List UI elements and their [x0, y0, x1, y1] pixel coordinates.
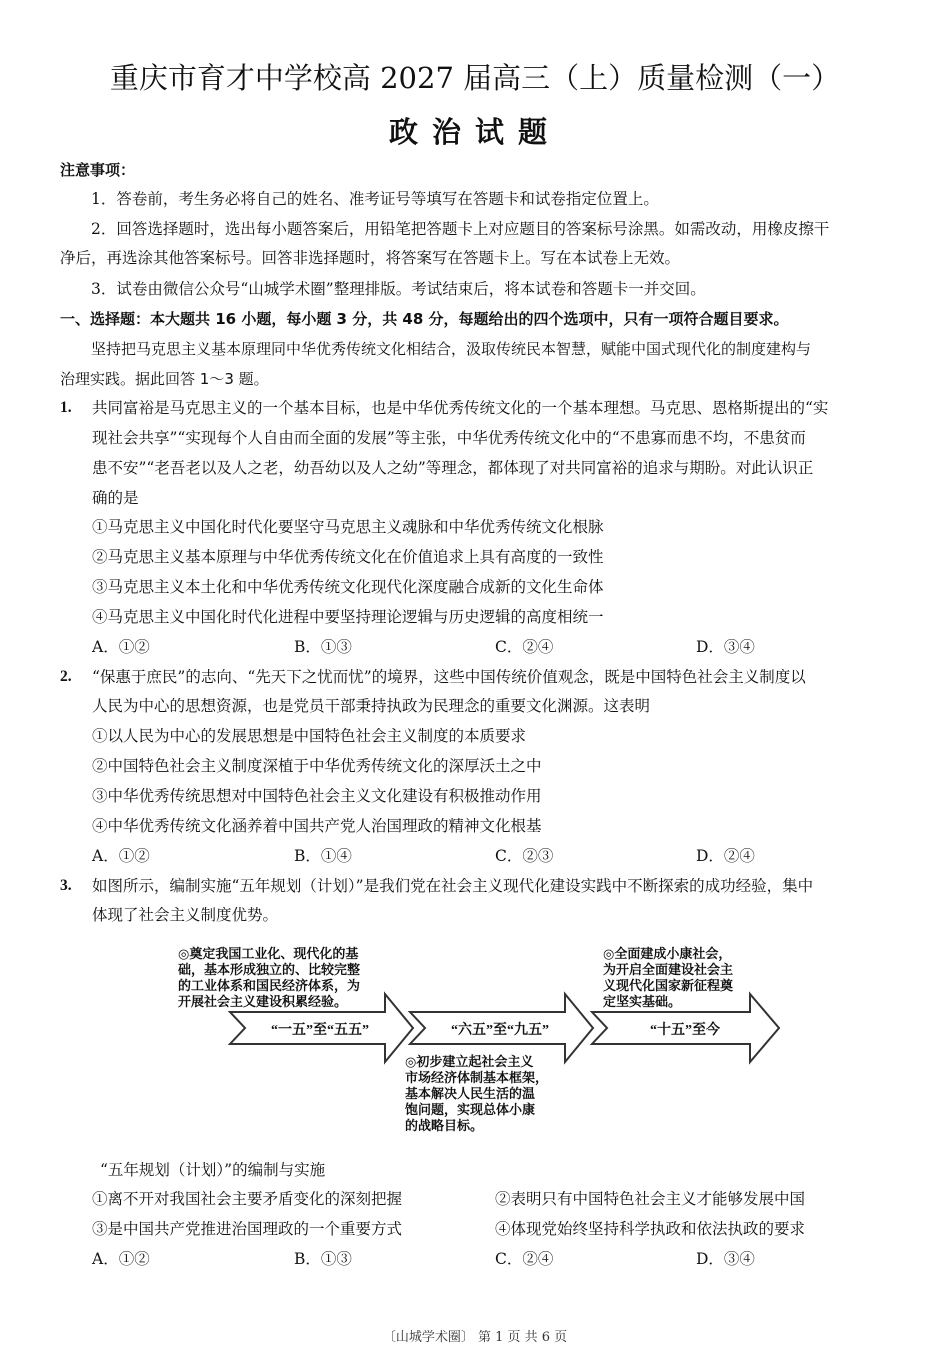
exam-title: 重庆市育才中学校高 2027 届高三（上）质量检测（一）: [109, 61, 841, 95]
question-2-statement-2: ②中国特色社会主义制度深植于中华优秀传统文化的深厚沃土之中: [92, 757, 542, 775]
notice-item-2: 2．回答选择题时，选出每小题答案后，用铅笔把答题卡上对应题目的答案标号涂黑。如需改动，用橡皮擦干: [91, 220, 830, 238]
question-2-stem-line-1: “保惠于庶民”的志向、“先天下之忧而忧”的境界，这些中国传统价值观念，既是中国特色社会主义制度以: [92, 668, 806, 686]
question-1-option-b[interactable]: B．①③: [294, 638, 352, 656]
notice-heading: 注意事项：: [60, 161, 136, 179]
diagram-note-3-line-4: 定坚实基础。: [603, 995, 682, 1010]
question-3-option-c[interactable]: C．②④: [495, 1250, 554, 1268]
question-3-option-b[interactable]: B．①③: [294, 1250, 352, 1268]
question-2-number: 2.: [60, 668, 72, 685]
question-1-option-c[interactable]: C．②④: [495, 638, 554, 656]
page-footer: 〔山城学术圈〕 第 1 页 共 6 页: [382, 1330, 568, 1345]
notice-item-2-cont: 净后，再选涂其他答案标号。回答非选择题时，将答案写在答题卡上。写在本试卷上无效。: [60, 249, 681, 267]
section-intro-line-1: 坚持把马克思主义基本原理同中华优秀传统文化相结合，汲取传统民本智慧，赋能中国式现代化的制度建构与: [91, 340, 812, 358]
diagram-note-2-line-3: 基本解决人民生活的温: [405, 1087, 536, 1102]
diagram-note-1-line-4: 开展社会主义建设积累经验。: [178, 995, 348, 1010]
question-1-statement-4: ④马克思主义中国化时代化进程中要坚持理论逻辑与历史逻辑的高度相统一: [92, 608, 604, 626]
question-3-statement-3: ③是中国共产党推进治国理政的一个重要方式: [92, 1220, 403, 1238]
diagram-note-3-line-3: 义现代化国家新征程奠: [603, 979, 734, 994]
arrow-label-3: “十五”至今: [650, 1023, 720, 1038]
question-1-stem-line-4: 确的是: [92, 489, 139, 507]
question-1-stem-line-2: 现社会共享”“实现每个人自由而全面的发展”等主张，中华优秀传统文化中的“不患寡而患不均，不患贫而: [92, 429, 806, 447]
diagram-note-2-line-2: 市场经济体制基本框架，: [405, 1071, 549, 1086]
question-3-statement-2: ②表明只有中国特色社会主义才能够发展中国: [495, 1190, 806, 1208]
diagram-note-3-line-2: 为开启全面建设社会主: [603, 963, 734, 978]
question-1-statement-1: ①马克思主义中国化时代化要坚守马克思主义魂脉和中华优秀传统文化根脉: [92, 518, 604, 536]
section-heading: 一、选择题：本大题共 16 小题，每小题 3 分，共 48 分，每题给出的四个选项中，只有一项符合题目要求。: [60, 310, 789, 328]
question-1-option-d[interactable]: D．③④: [696, 638, 755, 656]
question-1-option-a[interactable]: A．①②: [92, 638, 150, 656]
question-2-option-b[interactable]: B．①④: [294, 847, 352, 865]
diagram-note-1-line-3: 的工业体系和国民经济体系，为: [178, 979, 361, 994]
question-3-statement-4: ④体现党始终坚持科学执政和依法执政的要求: [495, 1220, 806, 1238]
exam-subject-title: 政治试题: [388, 115, 561, 149]
notice-item-3: 3．试卷由微信公众号“山城学术圈”整理排版。考试结束后，将本试卷和答题卡一并交回。: [91, 280, 706, 298]
section-intro-line-2: 治理实践。据此回答 1～3 题。: [60, 370, 269, 388]
question-1-statement-3: ③马克思主义本土化和中华优秀传统文化现代化深度融合成新的文化生命体: [92, 578, 604, 596]
notice-item-1: 1．答卷前，考生务必将自己的姓名、准考证号等填写在答题卡和试卷指定位置上。: [91, 190, 659, 208]
question-3-option-a[interactable]: A．①②: [92, 1250, 150, 1268]
diagram-note-1-line-2: 础，基本形成独立的、比较完整: [178, 963, 361, 978]
diagram-note-1-line-1: ◎奠定我国工业化、现代化的基: [178, 947, 359, 962]
diagram-note-2-line-1: ◎初步建立起社会主义: [405, 1055, 534, 1070]
question-3-stem-line-2: 体现了社会主义制度优势。: [92, 906, 279, 924]
question-3-number: 3.: [60, 877, 72, 894]
question-2-statement-3: ③中华优秀传统思想对中国特色社会主义文化建设有积极推动作用: [92, 787, 542, 805]
question-2-statement-1: ①以人民为中心的发展思想是中国特色社会主义制度的本质要求: [92, 727, 527, 745]
arrow-label-2: “六五”至“九五”: [451, 1023, 549, 1038]
question-2-option-d[interactable]: D．②④: [696, 847, 755, 865]
question-2-statement-4: ④中华优秀传统文化涵养着中国共产党人治国理政的精神文化根基: [92, 817, 542, 835]
arrow-label-1: “一五”至“五五”: [271, 1023, 369, 1038]
question-1-number: 1.: [60, 399, 72, 416]
question-1-statement-2: ②马克思主义基本原理与中华优秀传统文化在价值追求上具有高度的一致性: [92, 548, 604, 566]
question-3-statement-1: ①离不开对我国社会主要矛盾变化的深刻把握: [92, 1190, 403, 1208]
question-2-stem-line-2: 人民为中心的思想资源，也是党员干部秉持执政为民理念的重要文化渊源。这表明: [92, 697, 651, 715]
question-2-option-c[interactable]: C．②③: [495, 847, 554, 865]
question-2-option-a[interactable]: A．①②: [92, 847, 150, 865]
question-3-option-d[interactable]: D．③④: [696, 1250, 755, 1268]
five-year-plan-diagram: [175, 942, 785, 1142]
diagram-note-3-line-1: ◎全面建成小康社会，: [603, 947, 732, 962]
question-3-stem-line-1: 如图所示，编制实施“五年规划（计划）”是我们党在社会主义现代化建设实践中不断探索的成功经验，集中: [92, 877, 814, 895]
diagram-note-2-line-5: 的战略目标。: [405, 1119, 484, 1134]
question-3-lead: “五年规划（计划）”的编制与实施: [100, 1161, 326, 1179]
question-1-stem-line-1: 共同富裕是马克思主义的一个基本目标，也是中华优秀传统文化的一个基本理想。马克思、恩格斯提出的“实: [92, 399, 829, 417]
question-1-stem-line-3: 患不安”“老吾老以及人之老，幼吾幼以及人之幼”等理念，都体现了对共同富裕的追求与期盼。对此认识正: [92, 459, 814, 477]
diagram-note-2-line-4: 饱问题，实现总体小康: [405, 1103, 536, 1118]
